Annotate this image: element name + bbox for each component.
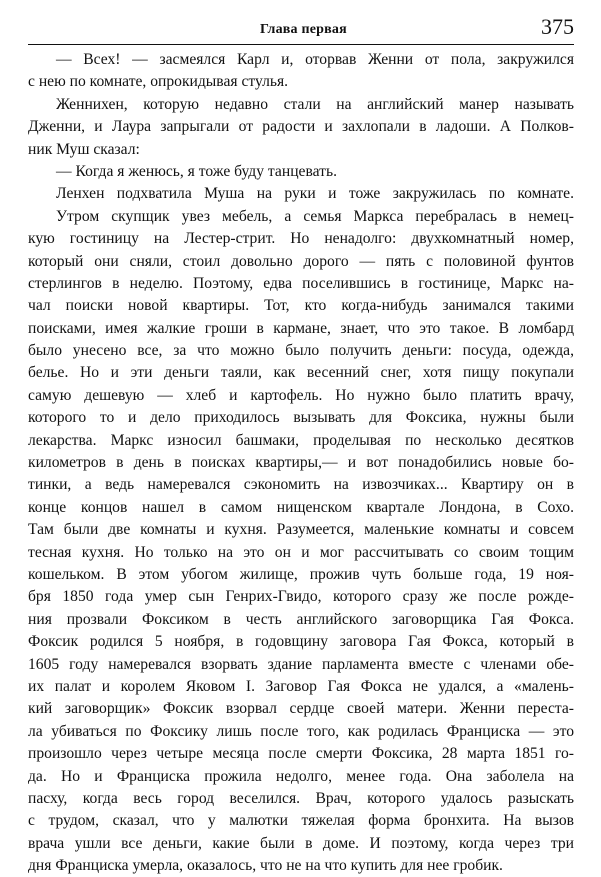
text-line: кий заговорщик» Фоксик взорвал сердце своей матери. Женни переста- <box>28 700 574 718</box>
text-line: Ленхен подхватила Муша на руки и тоже закружилась по комнате. <box>56 185 574 203</box>
text-line: произошло через четыре месяца после смерти Фоксика, 28 марта 1851 го- <box>28 745 574 763</box>
text-line: кошельком. В этом убогом жилище, прожив чуть больше года, 19 ноя- <box>28 565 574 583</box>
text-line: Утром скупщик увез мебель, а семья Маркса перебралась в немец- <box>56 207 574 225</box>
text-line: который они сняли, стоил довольно дорого — пять с половиной фунтов <box>28 252 574 270</box>
text-line: Дженни, и Лаура запрыгали от радости и захлопали в ладоши. А Полков- <box>28 118 574 136</box>
text-line: которого то и дело приходилось вызывать для Фоксика, нужны были <box>28 409 574 427</box>
text-line: поисками, имея жалкие гроши в кармане, знает, что это такое. В ломбард <box>28 319 574 337</box>
text-line: чал поиски новой квартиры. Тот, кто когда-нибудь занимался такими <box>28 297 574 315</box>
text-line: тинки, а ведь намеревался сэкономить на извозчиках... Квартиру он в <box>28 476 574 494</box>
text-line: с нею по комнате, опрокидывая стулья. <box>28 73 289 91</box>
text-line: Фоксик родился 5 ноября, в годовщину заговора Гая Фокса, который в <box>28 633 574 651</box>
text-line: Женнихен, которую недавно стали на английский манер называть <box>56 95 574 113</box>
text-line: лекарства. Маркс износил башмаки, проделывая по несколько десятков <box>28 431 574 449</box>
text-line: — Когда я женюсь, я тоже буду танцевать. <box>56 162 337 180</box>
body-text <box>28 49 574 877</box>
chapter-title: Глава первая <box>260 22 347 37</box>
text-line: белье. Но и эти деньги таяли, как весенний снег, хотя пищу покупали <box>28 364 574 382</box>
text-line: стерлингов в неделю. Поэтому, едва поселившись в гостинице, Маркс на- <box>28 274 574 292</box>
text-line: кую гостиницу на Лестер-стрит. Но ненадолго: двухкомнатный номер, <box>28 230 574 248</box>
text-line: тесная кухня. Но только на это он и мог рассчитывать со своим тощим <box>28 543 574 561</box>
page-number: 375 <box>541 14 574 39</box>
text-line: их палат и королем Яковом I. Заговор Гая Фокса не удался, а «малень- <box>28 677 574 695</box>
text-line: конце концов нашел в самом нищенском квартале Лондона, в Сохо. <box>28 498 574 516</box>
text-line: было унесено все, за что можно было получить деньги: посуда, одежда, <box>28 342 574 360</box>
text-line: дня Франциска умерла, оказалось, что не на что купить для нее гробик. <box>28 857 503 875</box>
text-line: 1605 году намеревался взорвать здание парламента вместе с членами обе- <box>28 655 574 673</box>
text-line: километров в день в поисках квартиры,— и вот понадобились новые бо- <box>28 454 574 472</box>
header-rule <box>28 44 574 45</box>
text-line: ния прозвали Фоксиком в честь английского заговорщика Гая Фокса. <box>28 610 574 628</box>
text-line: с трудом, сказал, что у малютки тяжелая форма бронхита. На вызов <box>28 812 574 830</box>
text-line: — Всех! — засмеялся Карл и, оторвав Женни от пола, закружился <box>56 51 574 68</box>
text-line: ла убиваться по Фоксику лишь после того, как родилась Франциска — это <box>28 722 574 740</box>
text-line: ник Муш сказал: <box>28 140 140 158</box>
running-header <box>28 14 574 44</box>
text-line: бря 1850 года умер сын Генрих-Гвидо, которого сразу же после рожде- <box>28 588 574 606</box>
text-line: Там были две комнаты и кухня. Разумеется, маленькие комнаты и совсем <box>28 521 574 539</box>
text-line: пасху, когда весь город веселился. Врач, которого удалось разыскать <box>28 789 574 807</box>
text-line: самую дешевую — хлеб и картофель. Но нужно было платить врачу, <box>28 386 574 404</box>
text-line: да. Но и Франциска прожила недолго, менее года. Она заболела на <box>28 767 574 785</box>
text-line: врача ушли все деньги, какие были в доме. И поэтому, когда через три <box>28 834 574 852</box>
